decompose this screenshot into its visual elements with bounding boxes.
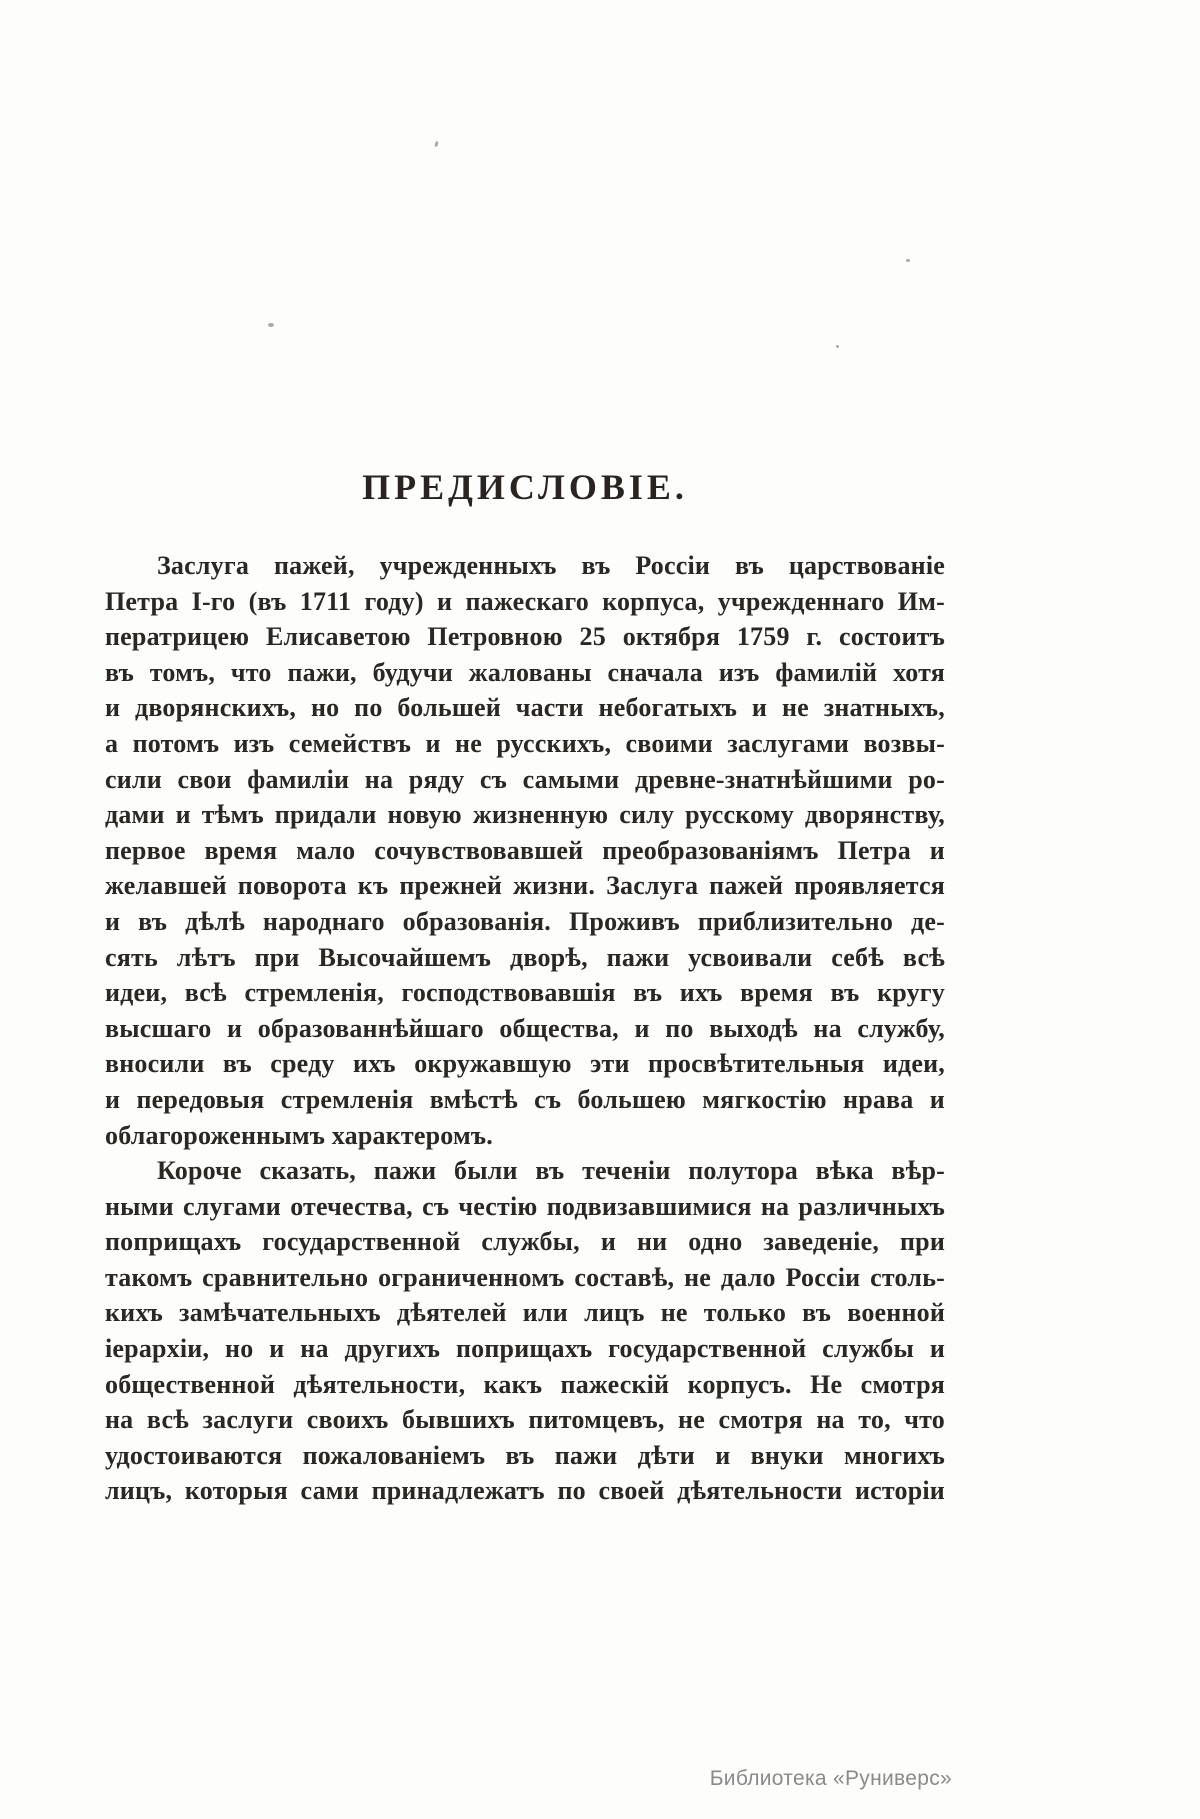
text-line: Петра I-го (въ 1711 году) и пажескаго корпуса, учрежденнаго Им- bbox=[105, 586, 945, 616]
paragraph-2 bbox=[105, 1153, 945, 1509]
text-line: сять лѣтъ при Высочайшемъ дворѣ, пажи усвоивали себѣ всѣ bbox=[105, 942, 945, 972]
scan-speck bbox=[268, 323, 274, 327]
text-line: дами и тѣмъ придали новую жизненную силу русскому дворянству, bbox=[105, 800, 945, 830]
text-line: ператрицею Елисаветою Петровною 25 октября 1759 г. состоитъ bbox=[105, 622, 945, 652]
text-line: сили свои фамиліи на ряду съ самыми древне-знатнѣйшими ро- bbox=[105, 764, 945, 794]
text-line: кихъ замѣчательныхъ дѣятелей или лицъ не только въ военной bbox=[105, 1298, 945, 1328]
scan-speck bbox=[434, 141, 439, 148]
text-line: въ томъ, что пажи, будучи жалованы сначала изъ фамилій хотя bbox=[105, 657, 945, 687]
paragraph-1 bbox=[105, 548, 945, 1153]
text-line: и въ дѣлѣ народнаго образованія. Проживъ приблизительно де- bbox=[105, 906, 945, 936]
text-line: и передовыя стремленія вмѣстѣ съ большею мягкостію нрава и bbox=[105, 1084, 945, 1114]
text-line: на всѣ заслуги своихъ бывшихъ питомцевъ, не смотря на то, что bbox=[105, 1405, 945, 1435]
text-line: такомъ сравнительно ограниченномъ составѣ, не дало Россіи столь- bbox=[105, 1262, 945, 1292]
page-title: ПРЕДИСЛОВІЕ. bbox=[362, 467, 688, 507]
scan-speck bbox=[906, 259, 910, 262]
text-line: первое время мало сочувствовавшей преобразованіямъ Петра и bbox=[105, 835, 945, 865]
text-line: идеи, всѣ стремленія, господствовавшія въ ихъ время въ кругу bbox=[105, 978, 945, 1008]
text-line: Короче сказать, пажи были въ теченіи полутора вѣка вѣр- bbox=[157, 1156, 945, 1186]
text-line: облагороженнымъ характеромъ. bbox=[105, 1120, 493, 1150]
text-block bbox=[105, 548, 945, 1509]
text-line: желавшей поворота къ прежней жизни. Заслуга пажей проявляется bbox=[105, 871, 945, 901]
library-watermark: Библиотека «Руниверс» bbox=[709, 1767, 952, 1790]
text-line: поприщахъ государственной службы, и ни одно заведеніе, при bbox=[105, 1227, 945, 1257]
text-line: вносили въ среду ихъ окружавшую эти просвѣтительныя идеи, bbox=[105, 1049, 945, 1079]
text-line: Заслуга пажей, учрежденныхъ въ Россіи въ царствованіе bbox=[157, 551, 945, 580]
text-line: удостоиваются пожалованіемъ въ пажи дѣти и внуки многихъ bbox=[105, 1440, 945, 1470]
text-line: лицъ, которыя сами принадлежатъ по своей дѣятельности исторіи bbox=[105, 1476, 945, 1506]
text-line: ными слугами отечества, съ честію подвизавшимися на различныхъ bbox=[105, 1191, 945, 1221]
text-line: высшаго и образованнѣйшаго общества, и по выходѣ на службу, bbox=[105, 1013, 945, 1043]
text-line: іерархіи, но и на другихъ поприщахъ государственной службы и bbox=[105, 1334, 945, 1364]
scan-speck bbox=[836, 345, 839, 348]
text-line: общественной дѣятельности, какъ пажескій корпусъ. Не смотря bbox=[105, 1369, 945, 1399]
text-line: и дворянскихъ, но по большей части небогатыхъ и не знатныхъ, bbox=[105, 693, 945, 723]
text-line: а потомъ изъ семействъ и не русскихъ, своими заслугами возвы- bbox=[105, 728, 945, 758]
